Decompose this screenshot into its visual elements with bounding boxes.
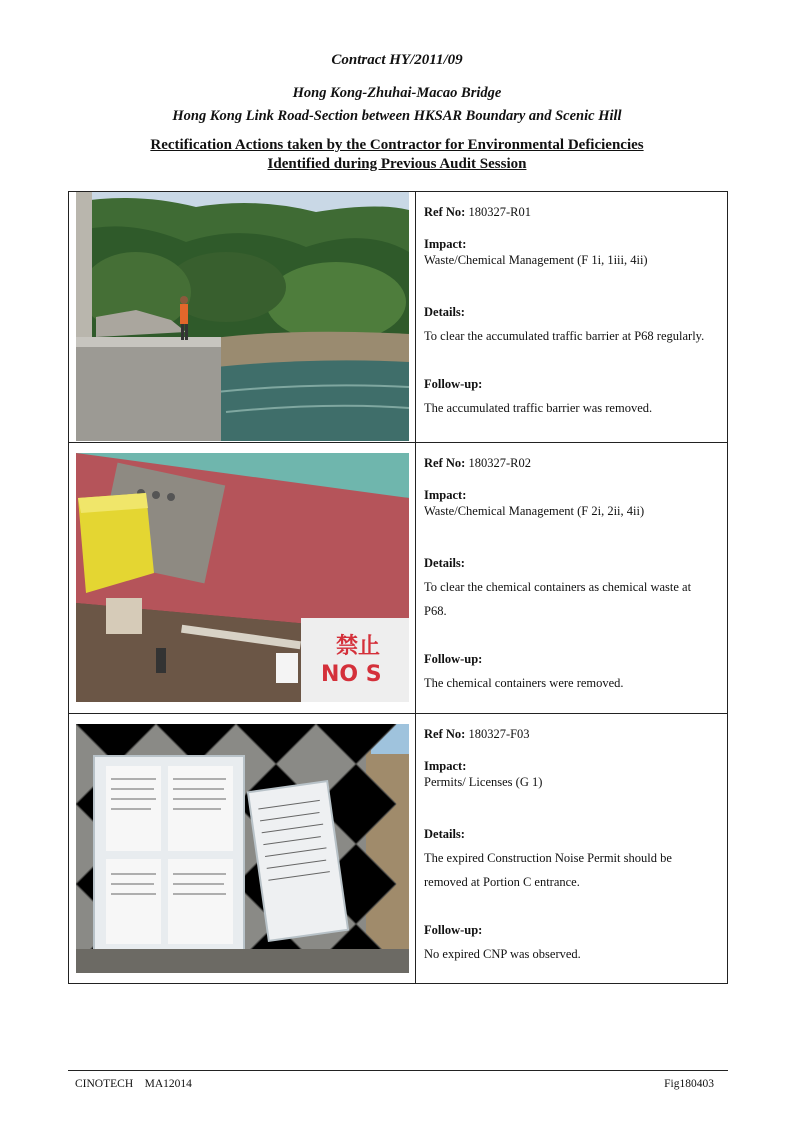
follow-up-label: Follow-up: xyxy=(424,652,483,666)
details-value: The expired Construction Noise Permit should be xyxy=(424,851,672,865)
ref-no-value: 180327-R02 xyxy=(468,456,531,470)
ref-no-label: Ref No: xyxy=(424,727,466,741)
report-title-line-2: Identified during Previous Audit Session xyxy=(267,156,527,172)
svg-text:禁止: 禁止 xyxy=(336,634,381,659)
site-photo-chemical-containers xyxy=(76,453,409,702)
photo-sign-text: NO S xyxy=(321,662,382,687)
table-row xyxy=(69,442,727,713)
follow-up-value: No expired CNP was observed. xyxy=(424,947,581,961)
record-details-cell xyxy=(416,443,727,713)
impact-value: Permits/ Licenses (G 1) xyxy=(424,775,543,789)
site-photo-shoreline xyxy=(76,192,409,441)
follow-up-value: The accumulated traffic barrier was removed. xyxy=(424,401,653,415)
site-photo-permit-notices xyxy=(76,724,409,973)
table-row xyxy=(69,713,727,983)
details-value: To clear the accumulated traffic barrier at P68 regularly. xyxy=(424,329,705,343)
details-label: Details: xyxy=(424,556,465,570)
footer-divider xyxy=(68,1070,728,1071)
details-label: Details: xyxy=(424,305,465,319)
impact-value: Waste/Chemical Management (F 1i, 1iii, 4ii) xyxy=(424,253,648,267)
record-details-cell xyxy=(416,192,727,442)
record-details-cell xyxy=(416,714,727,983)
impact-label: Impact: xyxy=(424,759,467,773)
follow-up-label: Follow-up: xyxy=(424,923,483,937)
photo-cell xyxy=(69,714,416,983)
photo-cell xyxy=(69,443,416,713)
contract-number: Contract HY/2011/09 xyxy=(331,52,463,68)
details-label: Details: xyxy=(424,827,465,841)
table-row xyxy=(69,192,727,442)
footer-figure-number: Fig180403 xyxy=(664,1078,714,1090)
photo-cell xyxy=(69,192,416,442)
ref-no-label: Ref No: xyxy=(424,205,466,219)
footer-company: CINOTECH MA12014 xyxy=(75,1078,192,1090)
project-title-line-1: Hong Kong-Zhuhai-Macao Bridge xyxy=(292,85,502,101)
impact-label: Impact: xyxy=(424,488,467,502)
details-value: removed at Portion C entrance. xyxy=(424,875,580,889)
project-title-line-2: Hong Kong Link Road-Section between HKSAR Boundary and Scenic Hill xyxy=(172,108,622,124)
details-value: P68. xyxy=(424,604,447,618)
impact-label: Impact: xyxy=(424,237,467,251)
follow-up-label: Follow-up: xyxy=(424,377,483,391)
ref-no-label: Ref No: xyxy=(424,456,466,470)
details-value: To clear the chemical containers as chemical waste at xyxy=(424,580,692,594)
rectification-table xyxy=(68,191,728,984)
ref-no-value: 180327-F03 xyxy=(468,727,530,741)
ref-no-value: 180327-R01 xyxy=(468,205,531,219)
impact-value: Waste/Chemical Management (F 2i, 2ii, 4ii) xyxy=(424,504,645,518)
report-title-line-1: Rectification Actions taken by the Contractor for Environmental Deficiencies xyxy=(150,137,644,153)
follow-up-value: The chemical containers were removed. xyxy=(424,676,624,690)
